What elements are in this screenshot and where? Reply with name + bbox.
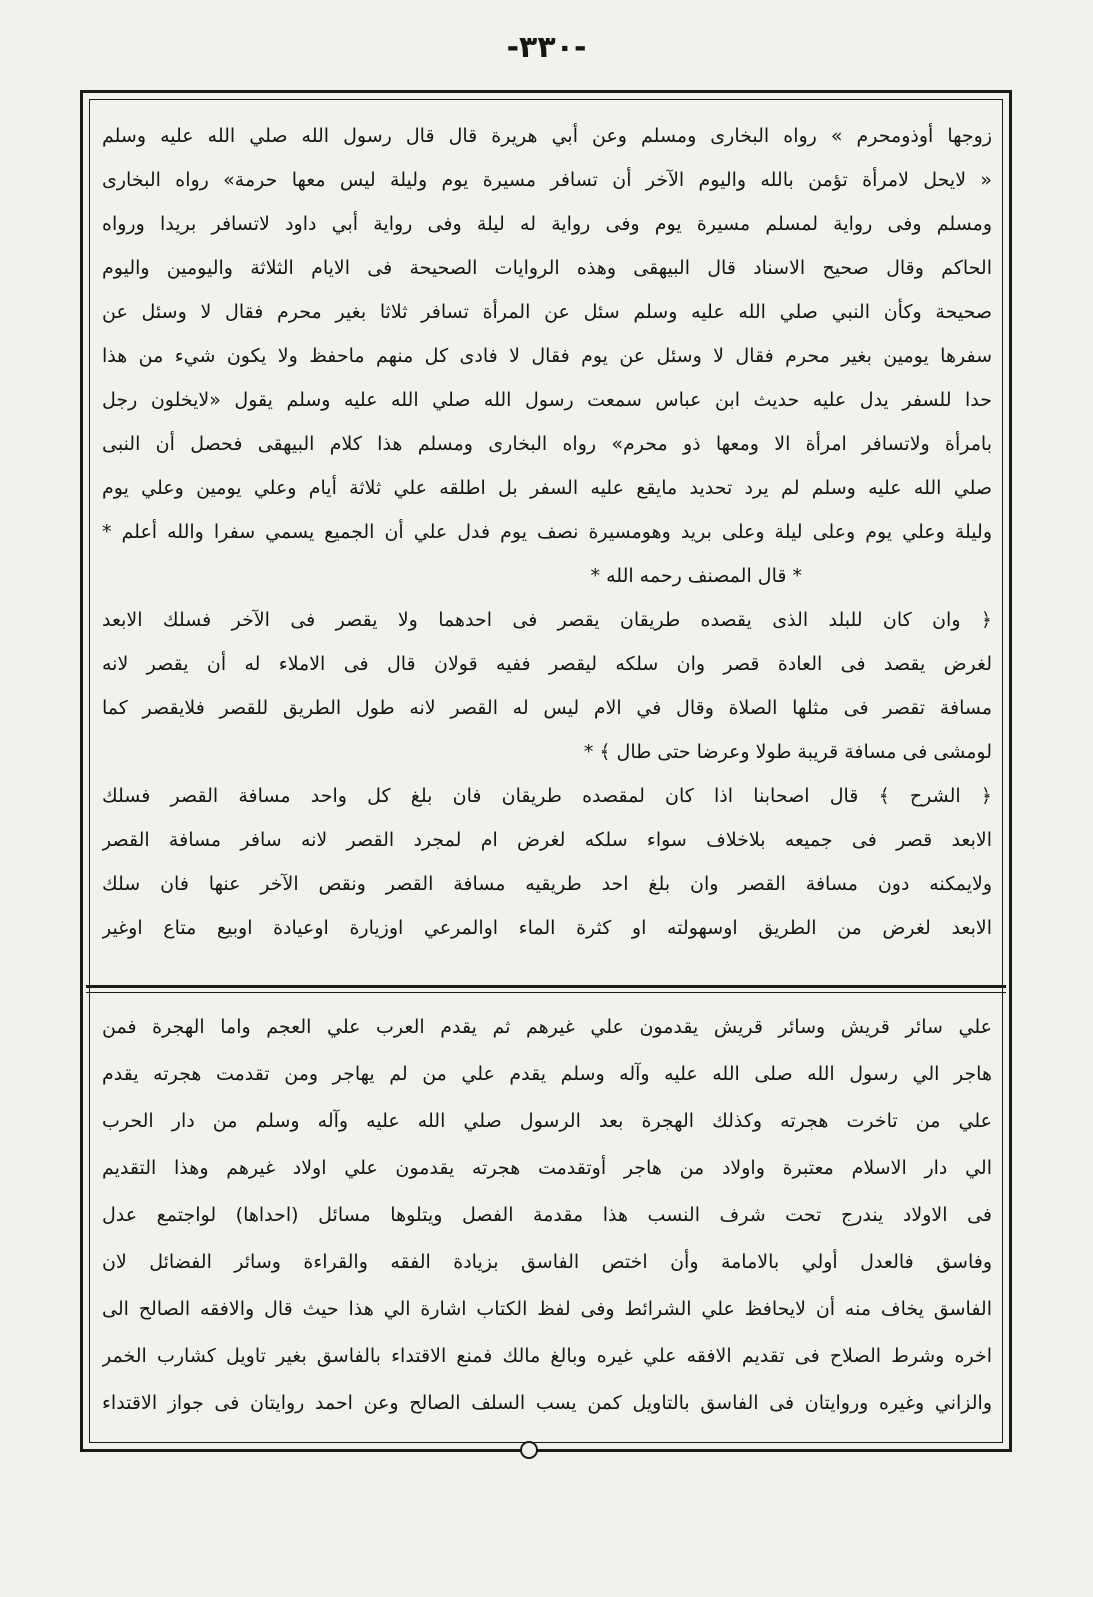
- text-line: ولايمكنه دون مسافة القصر وان بلغ احد طريقيه مسافة القصر ونقص الآخر عنها فان سلك: [102, 873, 992, 895]
- text-line: علي من تاخرت هجرته وكذلك الهجرة بعد الرسول صلي الله عليه وآله وسلم من دار الحرب: [102, 1110, 992, 1132]
- text-line: صلي الله عليه وسلم لم يرد تحديد مايقع عليه السفر بل اطلقه علي ثلاثة أيام وعلي يومين وعلي يوم: [102, 477, 992, 499]
- text-line: بامرأة ولاتسافر امرأة الا ومعها ذو محرم» رواه البخارى ومسلم هذا كلام البيهقى فحصل أن النبى: [102, 433, 992, 455]
- text-line: الفاسق يخاف منه أن لايحافظ علي الشرائط وفى لفظ الكتاب اشارة الي هذا حيث قال والافقه الصالح الى: [102, 1298, 992, 1320]
- text-line: « لايحل لامرأة تؤمن بالله واليوم الآخر أن تسافر مسيرة يوم وليلة ليس معها حرمة» رواه البخارى: [102, 169, 992, 191]
- text-line: مسافة تقصر فى مثلها الصلاة وقال في الام ليس له القصر لانه طول الطريق للقصر فلايقصر كما: [102, 697, 992, 719]
- text-line: علي سائر قريش وسائر قريش يقدمون علي غيرهم ثم يقدم العرب علي العجم واما الهجرة فمن: [102, 1016, 992, 1038]
- text-line: صحيحة وكأن النبي صلي الله عليه وسلم سئل عن المرأة تسافر ثلاثا بغير محرم فقال لا وسئل عن: [102, 301, 992, 323]
- text-line: زوجها أوذومحرم » رواه البخارى ومسلم وعن أبي هريرة قال قال رسول الله صلي الله عليه وسلم: [102, 125, 992, 147]
- author-heading: * قال المصنف رحمه الله *: [590, 565, 802, 587]
- page-number: -٣٣٠-: [506, 30, 587, 65]
- text-line: سفرها يومين بغير محرم فقال لا وسئل عن يوم فقال لا فادى كل منهم ماحفظ ولا يكون شيء من هذا: [102, 345, 992, 367]
- text-line: لومشى فى مسافة قريبة طولا وعرضا حتى طال ﴾ *: [583, 741, 992, 763]
- text-line: حدا للسفر يدل عليه حديث ابن عباس سمعت رسول الله صلي الله عليه وسلم يقول «لايخلون رجل: [102, 389, 992, 411]
- footnote-separator: [86, 985, 1006, 988]
- text-line: الحاكم وقال صحيح الاسناد قال البيهقى وهذه الروايات الصحيحة فى الايام الثلاثة واليومين واليوم: [102, 257, 992, 279]
- text-line: الابعد قصر فى جميعه بلاخلاف سواء سلكه لغرض ام لمجرد القصر لانه سافر مسافة القصر: [102, 829, 992, 851]
- text-line: لغرض يقصد فى العادة قصر وان سلكه ليقصر ففيه قولان قال فى الاملاء له أن يقصر لانه: [102, 653, 992, 675]
- text-line: هاجر الي رسول الله صلى الله عليه وآله وسلم يقدم علي من لم يهاجر ومن تقدمت هجرته يقدم: [102, 1063, 992, 1085]
- text-line: الي دار الاسلام معتبرة واولاد من هاجر أوتقدمت هجرته يقدمون علي اولاد غيرهم وهذا التقديم: [102, 1157, 992, 1179]
- text-line: ﴿ الشرح ﴾ قال اصحابنا اذا كان لمقصده طريقان فان بلغ كل واحد مسافة القصر فسلك: [102, 785, 992, 807]
- bottom-ornament: [520, 1441, 538, 1459]
- text-line: وليلة وعلي يوم وعلى ليلة وعلى بريد وهومسيرة نصف يوم فدل علي أن الجميع يسمي سفرا والله أعلم *: [102, 521, 992, 543]
- text-line: والزاني وغيره وروايتان فى الفاسق بالتاويل كمن يسب السلف الصالح وعن احمد روايتان فى جواز الاقتداء: [102, 1392, 992, 1414]
- text-line: الابعد لغرض من الطريق اوسهولته او كثرة الماء اوالمرعي اوزيارة اوعيادة اوبيع متاع اوغير: [102, 917, 992, 939]
- main-text-block: [102, 114, 992, 950]
- text-line: وفاسق فالعدل أولي بالامامة وأن اختص الفاسق بزيادة الفقه والقراءة وسائر الفضائل لان: [102, 1251, 992, 1273]
- text-line: اخره وشرط الصلاح فى تقديم الافقه علي غيره وبالغ مالك فمنع الاقتداء بالفاسق بغير تاويل كشارب الخمر: [102, 1345, 992, 1367]
- footnote-separator-thin: [86, 992, 1006, 993]
- text-line: ﴿ وان كان للبلد الذى يقصده طريقان يقصر فى احدهما ولا يقصر فى الآخر فسلك الابعد: [102, 609, 992, 631]
- text-line: ومسلم وفى رواية لمسلم مسيرة يوم وفى رواية له ليلة وفى رواية أبي داود لاتسافر بريدا ورواه: [102, 213, 992, 235]
- text-line: فى الاولاد يندرج تحت شرف النسب هذا مقدمة الفصل ويتلوها مسائل (احداها) لواجتمع عدل: [102, 1204, 992, 1226]
- lower-text-block: [102, 1004, 992, 1427]
